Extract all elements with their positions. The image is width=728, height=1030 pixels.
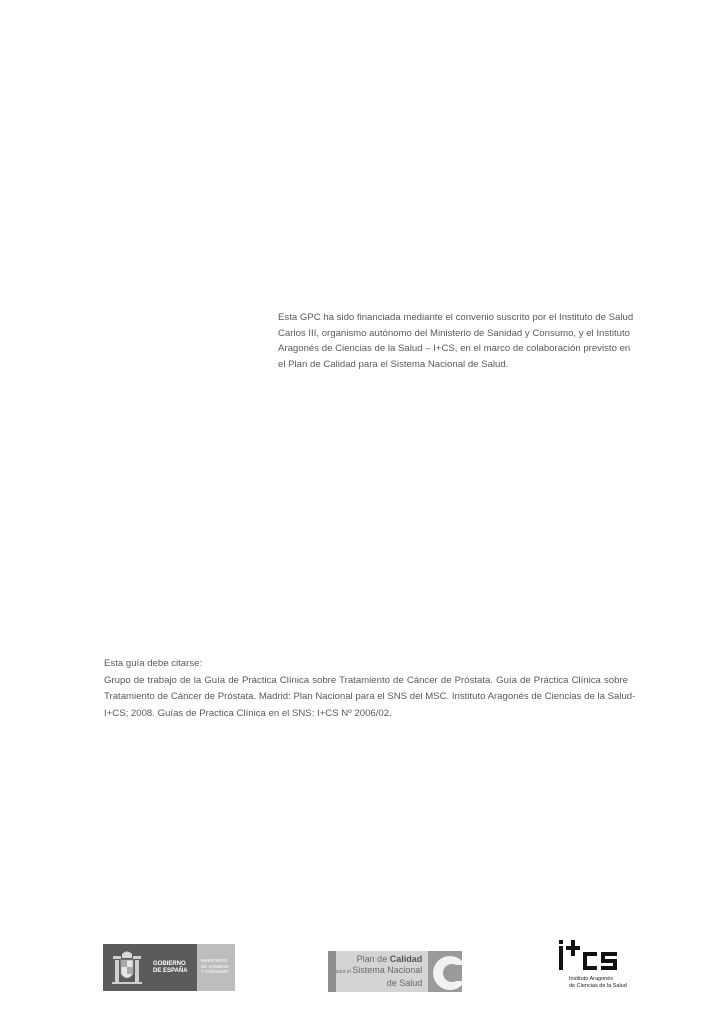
citation-line: Tratamiento de Cáncer de Próstata. Madrid: Plan Nacional para el SNS del MSC. Instituto Aragonés de Ciencias de la Salud- [104, 691, 636, 702]
funding-line: Esta GPC ha sido financiada mediante el convenio suscrito por el Instituto de Salud [278, 312, 634, 323]
coat-of-arms-icon [107, 948, 147, 988]
espana-label: DE ESPAÑA [153, 967, 188, 974]
citation-block [104, 656, 636, 722]
plan-de-calidad-logo: Plan de Calidad para el Sistema Nacional de Salud [328, 951, 462, 992]
citation-line: I+CS; 2008. Guías de Practica Clínica en el SNS: I+CS Nº 2006/02. [104, 707, 392, 719]
funding-note [278, 310, 634, 372]
funding-line: el Plan de Calidad para el Sistema Nacional de Salud. [278, 358, 509, 370]
ics-name-line: Instituto Aragonés [569, 976, 614, 982]
citation-heading: Esta guía debe citarse: [104, 658, 203, 669]
gobierno-espana-logo [103, 944, 235, 991]
ministerio-label: MINISTERIO DE SANIDAD Y CONSUMO [201, 958, 229, 974]
ics-logo [553, 938, 629, 992]
ics-name-line: de Ciencias de la Salud [569, 982, 627, 989]
ics-mark-icon [557, 938, 625, 972]
funding-line: Aragonés de Ciencias de la Salud – I+CS, en el marco de colaboración previsto en [278, 343, 631, 354]
c-mark-icon [428, 951, 462, 992]
funding-line: Carlos III, organismo autónomo del Ministerio de Sanidad y Consumo, y el Instituto [278, 327, 630, 339]
gobierno-label: GOBIERNO [153, 960, 186, 967]
citation-line: Grupo de trabajo de la Guía de Práctica Clínica sobre Tratamiento de Cáncer de Próstata. Guía de Práctica Clínica sobre [104, 674, 628, 686]
